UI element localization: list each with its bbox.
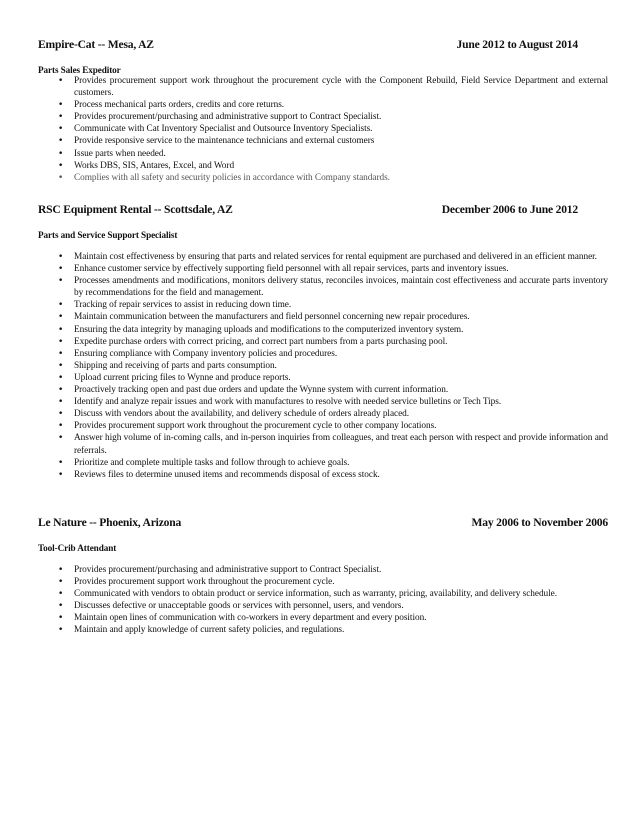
duty-item: • Enhance customer service by effectively supporting field personnel with all repair services, parts and inventory issues. — [38, 263, 608, 275]
job-header — [38, 203, 608, 216]
duty-item: • Issue parts when needed. — [38, 148, 608, 160]
duty-item: • Upload current pricing files to Wynne and produce reports. — [38, 372, 608, 384]
duty-item: • Identify and analyze repair issues and work with manufactures to resolve with needed service bulletins or Tech Tips. — [38, 396, 608, 408]
job-header — [38, 516, 608, 529]
duty-item: • Provides procurement/purchasing and administrative support to Contract Specialist. — [38, 111, 608, 123]
duty-item: • Discuss with vendors about the availability, and delivery schedule of orders already placed. — [38, 408, 608, 420]
company-name: Empire-Cat -- Mesa, AZ — [38, 38, 154, 51]
job-header — [38, 38, 608, 51]
duty-item: • Provides procurement support work throughout the procurement cycle with the Component Rebuild, Field Service Department and external customers. — [38, 75, 608, 99]
duty-item: • Provides procurement support work throughout the procurement cycle to other company locations. — [38, 420, 608, 432]
company-name: RSC Equipment Rental -- Scottsdale, AZ — [38, 203, 233, 216]
duty-item: • Maintain communication between the manufacturers and field personnel concerning new repair procedures. — [38, 311, 608, 323]
duty-item: • Answer high volume of in-coming calls, and in-person inquiries from colleagues, and treat each person with respect and provide information and referrals. — [38, 432, 608, 456]
job-title: Parts and Service Support Specialist — [38, 230, 178, 240]
job-empire-cat — [38, 38, 608, 184]
duty-item: • Process mechanical parts orders, credits and core returns. — [38, 99, 608, 111]
duty-item: • Provides procurement support work throughout the procurement cycle. — [38, 576, 608, 588]
duty-item: • Ensuring compliance with Company inventory policies and procedures. — [38, 348, 608, 360]
job-rsc-equipment — [38, 203, 608, 481]
duty-item: • Communicate with Cat Inventory Specialist and Outsource Inventory Specialists. — [38, 123, 608, 135]
job-title: Tool-Crib Attendant — [38, 543, 117, 553]
company-name: Le Nature -- Phoenix, Arizona — [38, 516, 182, 529]
duties-list — [38, 564, 608, 637]
duty-item: • Provides procurement/purchasing and administrative support to Contract Specialist. — [38, 564, 608, 576]
duties-list — [38, 75, 608, 184]
duty-item: • Maintain and apply knowledge of current safety policies, and regulations. — [38, 624, 608, 636]
employment-dates: December 2006 to June 2012 — [441, 203, 578, 216]
job-le-nature — [38, 516, 608, 637]
duty-item: • Expedite purchase orders with correct pricing, and correct part numbers from a parts purchasing pool. — [38, 336, 608, 348]
duty-item: • Maintain cost effectiveness by ensuring that parts and related services for rental equipment are purchased and delivered in an efficient manner. — [38, 251, 608, 263]
employment-dates: May 2006 to November 2006 — [471, 516, 608, 529]
duty-item: • Proactively tracking open and past due orders and update the Wynne system with current information. — [38, 384, 608, 396]
duty-item: • Provide responsive service to the maintenance technicians and external customers — [38, 135, 608, 147]
duty-item: • Ensuring the data integrity by managing uploads and modifications to the computerized inventory system. — [38, 324, 608, 336]
duty-item: • Complies with all safety and security policies in accordance with Company standards. — [38, 172, 608, 184]
duty-item: • Reviews files to determine unused items and recommends disposal of excess stock. — [38, 469, 608, 481]
duty-item: • Communicated with vendors to obtain product or service information, such as warranty, pricing, availability, and delivery schedule. — [38, 588, 608, 600]
duty-item: • Processes amendments and modifications, monitors delivery status, reconciles invoices, maintain cost effectiveness and accurate parts inventory by recommendations for the field and management. — [38, 275, 608, 299]
employment-dates: June 2012 to August 2014 — [456, 38, 578, 51]
job-title: Parts Sales Expeditor — [38, 65, 121, 75]
duty-item: • Tracking of repair services to assist in reducing down time. — [38, 299, 608, 311]
duty-item: • Maintain open lines of communication with co-workers in every department and every position. — [38, 612, 608, 624]
duty-item: • Prioritize and complete multiple tasks and follow through to achieve goals. — [38, 457, 608, 469]
duty-item: • Discusses defective or unacceptable goods or services with personnel, users, and vendors. — [38, 600, 608, 612]
duty-item: • Works DBS, SIS, Antares, Excel, and Word — [38, 160, 608, 172]
duty-item: • Shipping and receiving of parts and parts consumption. — [38, 360, 608, 372]
duties-list — [38, 251, 608, 481]
